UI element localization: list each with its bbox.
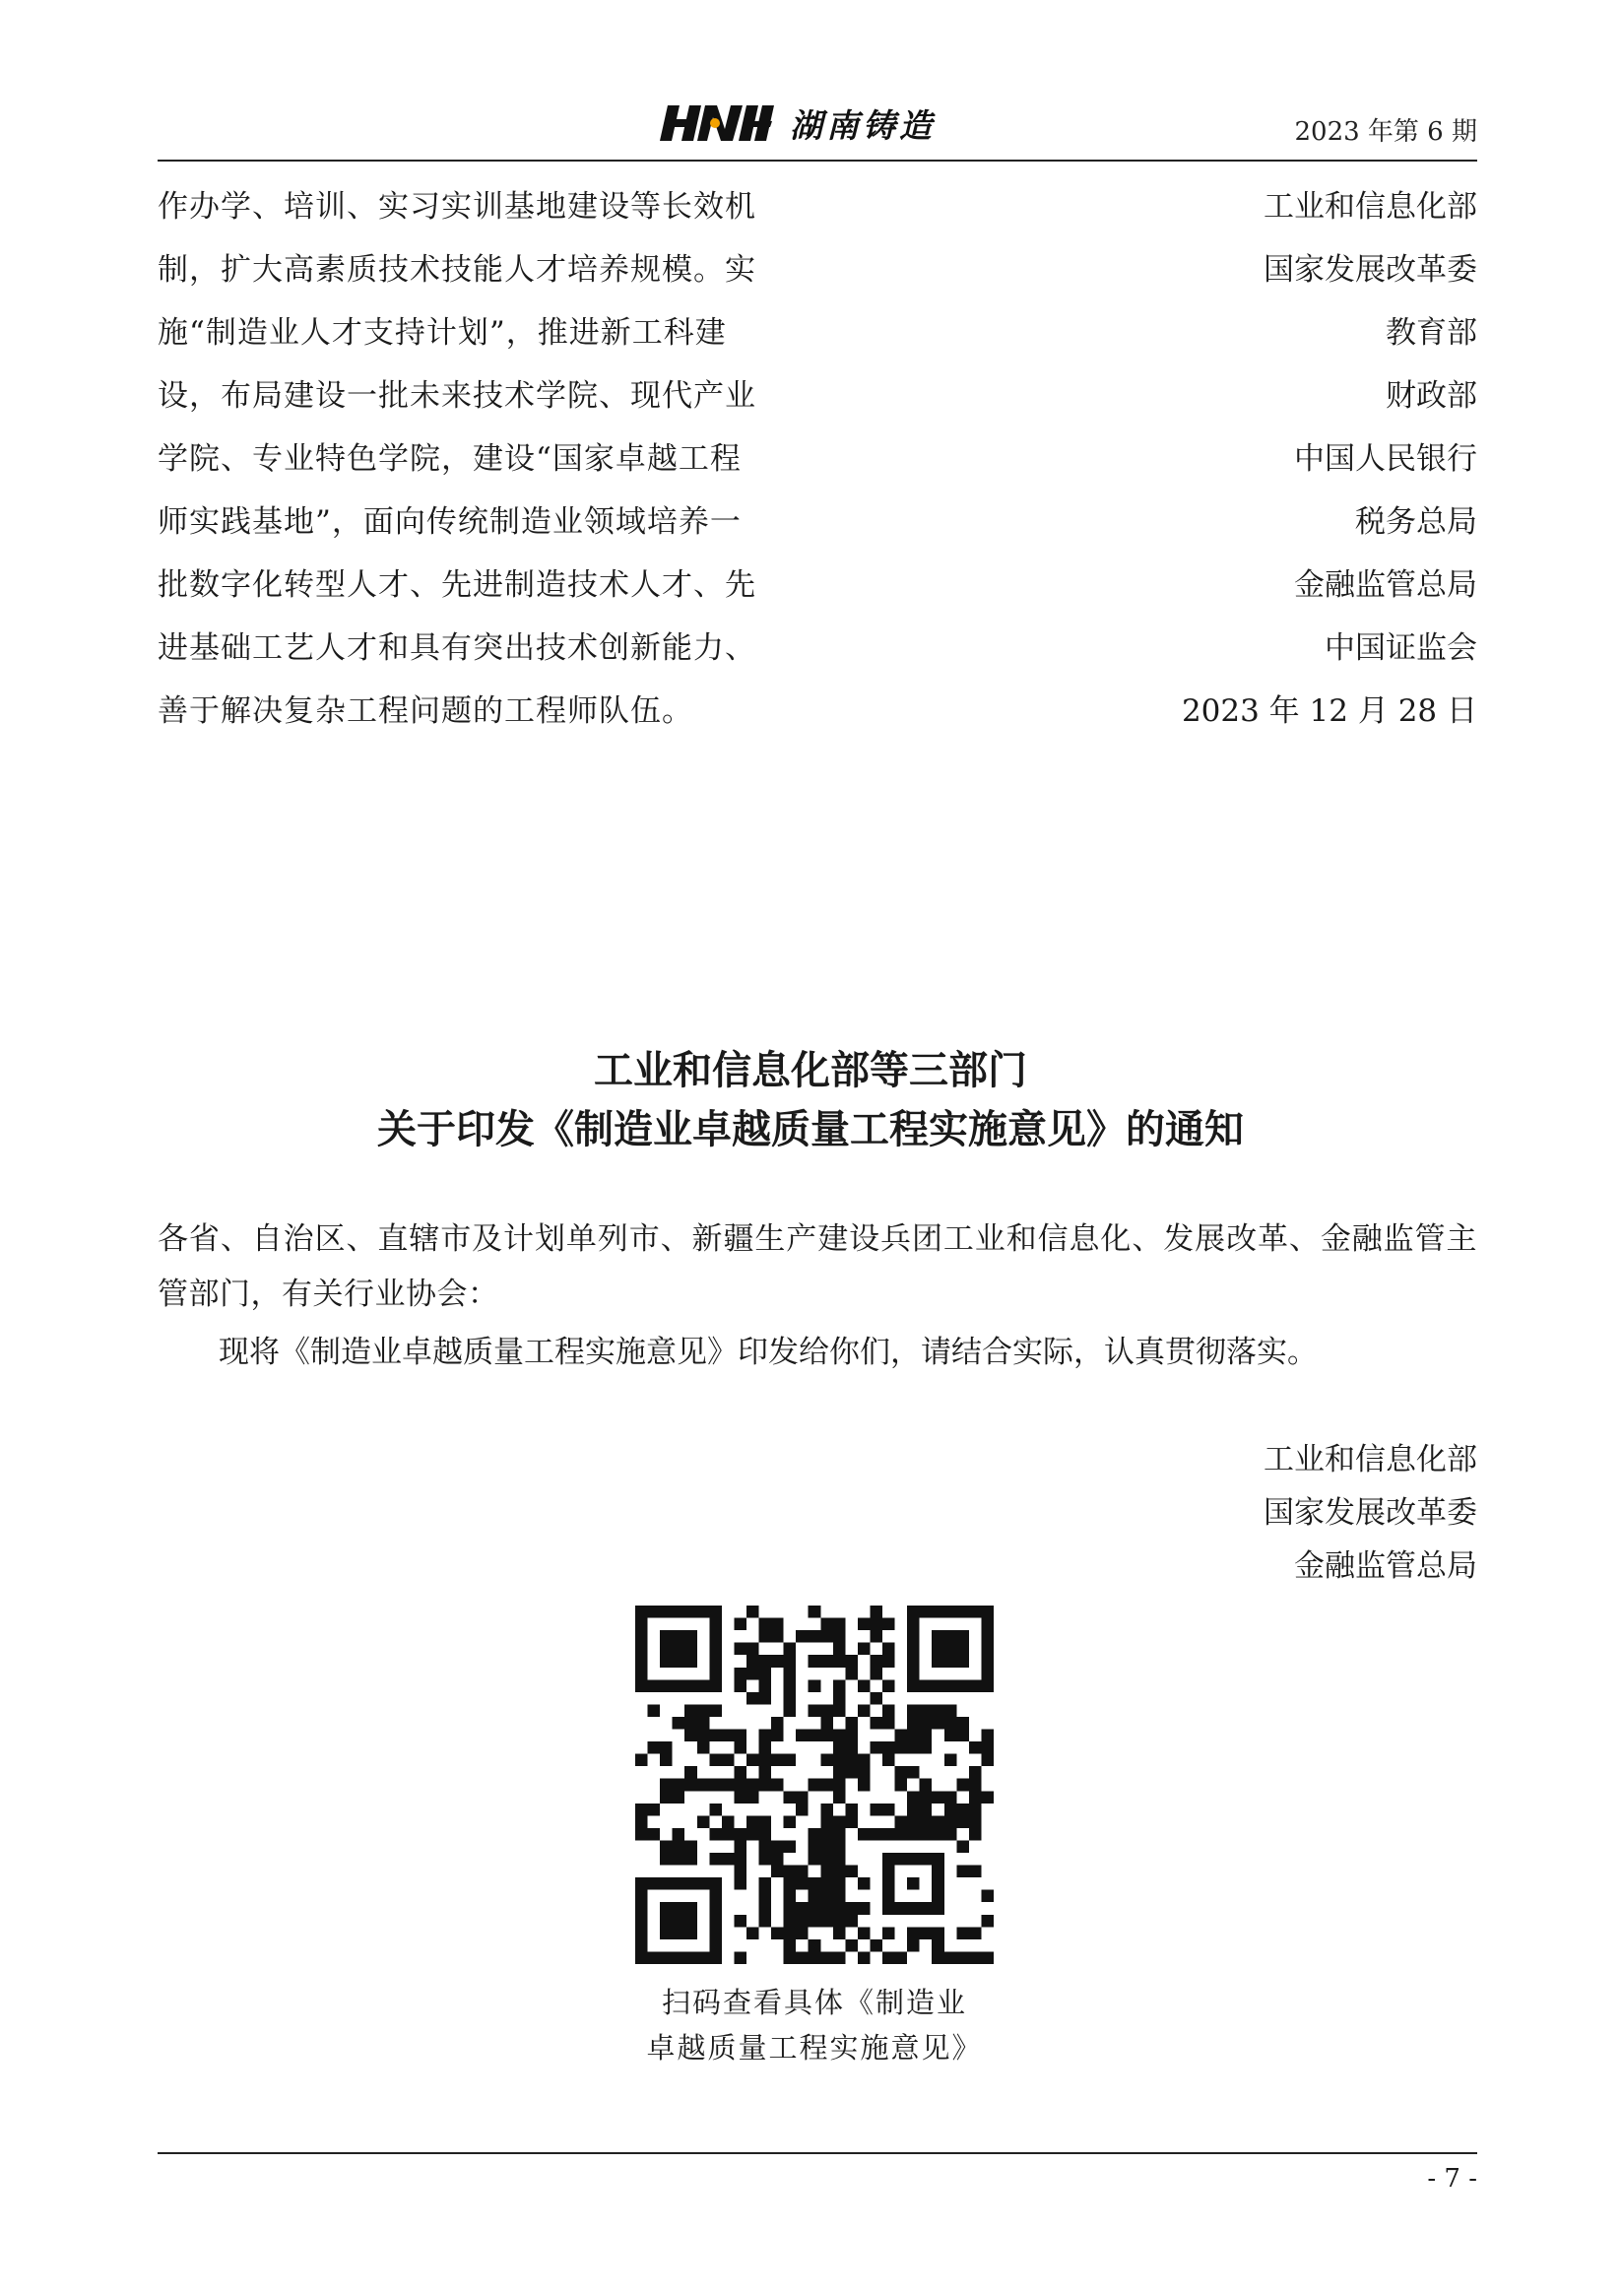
salutation-paragraph: 各省、自治区、直辖市及计划单列市、新疆生产建设兵团工业和信息化、发展改革、金融监管主管部门，有关行业协会： [158, 1221, 1477, 1312]
continued-text [158, 175, 827, 743]
department-name: 财政部 [1386, 378, 1477, 414]
text-line: 学院、专业特色学院，建设“国家卓越工程 [158, 441, 742, 477]
article-title-line2: 关于印发《制造业卓越质量工程实施意见》的通知 [377, 1107, 1244, 1152]
qr-caption [551, 1980, 1077, 2070]
footer-rule [158, 2152, 1477, 2154]
journal-logo [660, 101, 936, 145]
logo-text: 湖南铸造 [790, 105, 936, 145]
text-line: 善于解决复杂工程问题的工程师队伍。 [158, 693, 693, 729]
hn-logo-icon [660, 103, 776, 143]
department-name: 教育部 [1386, 315, 1477, 351]
issue-date: 2023 年 12 月 28 日 [1181, 693, 1477, 729]
signers [1264, 1433, 1477, 1593]
article-title-line1: 工业和信息化部等三部门 [594, 1048, 1027, 1093]
issuing-departments [985, 175, 1477, 743]
text-line: 作办学、培训、实习实训基地建设等长效机 [158, 189, 756, 225]
text-line: 进基础工艺人才和具有突出技术创新能力、 [158, 630, 756, 666]
text-line: 制，扩大高素质技术技能人才培养规模。实 [158, 252, 756, 288]
department-name: 工业和信息化部 [1264, 189, 1477, 225]
text-line: 师实践基地”，面向传统制造业领域培养一 [158, 504, 742, 540]
department-name: 税务总局 [1355, 504, 1477, 540]
department-name: 国家发展改革委 [1264, 252, 1477, 288]
text-line: 批数字化转型人才、先进制造技术人才、先 [158, 567, 756, 603]
signer-name: 工业和信息化部 [1264, 1442, 1477, 1477]
text-line: 施“制造业人才支持计划”，推进新工科建 [158, 315, 727, 351]
qr-code-icon[interactable] [635, 1606, 994, 1964]
department-name: 金融监管总局 [1294, 567, 1477, 603]
signer-name: 金融监管总局 [1294, 1548, 1477, 1584]
issue-label: 2023 年第 6 期 [1294, 117, 1477, 147]
department-name: 中国人民银行 [1294, 441, 1477, 477]
page-header [158, 94, 1477, 155]
page-number: - 7 - [1427, 2164, 1477, 2194]
signer-name: 国家发展改革委 [1264, 1495, 1477, 1531]
notice-paragraph: 现将《制造业卓越质量工程实施意见》印发给你们，请结合实际，认真贯彻落实。 [219, 1335, 1318, 1370]
header-rule [158, 160, 1477, 162]
department-name: 中国证监会 [1325, 630, 1477, 666]
qr-caption-line1: 扫码查看具体《制造业 [661, 1986, 967, 2019]
qr-caption-line2: 卓越质量工程实施意见》 [646, 2031, 983, 2065]
text-line: 设，布局建设一批未来技术学院、现代产业 [158, 378, 756, 414]
